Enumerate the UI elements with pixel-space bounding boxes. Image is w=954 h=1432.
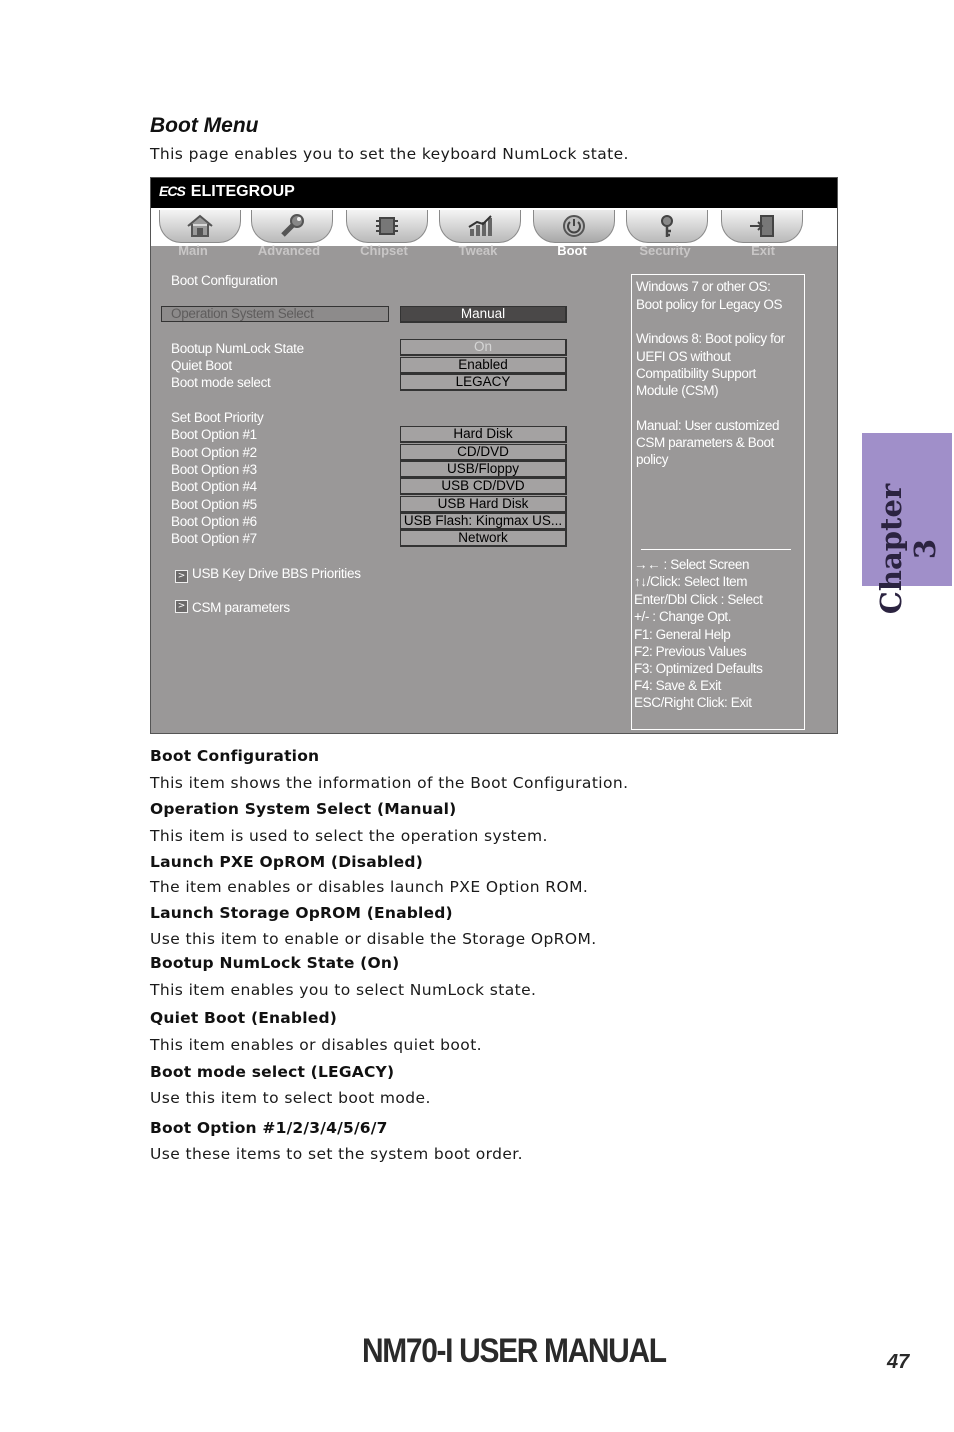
csm-parameters-link[interactable]: CSM parameters	[192, 600, 290, 615]
help-panel	[631, 274, 805, 730]
quiet-boot-label[interactable]: Quiet Boot	[171, 358, 232, 373]
desc-heading: Launch PXE OpROM (Disabled)	[150, 853, 423, 871]
help-line-2: Boot policy for Legacy OS	[636, 297, 783, 312]
brand-name: ELITEGROUP	[190, 183, 295, 200]
help-line-4: Windows 8: Boot policy for	[636, 331, 785, 346]
tab-advanced[interactable]: Advanced	[257, 243, 321, 258]
boot-option-2-value[interactable]: CD/DVD	[400, 444, 567, 461]
chapter-tab	[862, 433, 952, 615]
desc-text: This item is used to select the operation system.	[150, 827, 548, 845]
numlock-value[interactable]: On	[400, 339, 567, 356]
home-icon[interactable]	[159, 210, 241, 243]
wrench-icon[interactable]	[251, 210, 333, 243]
boot-priority-header: Set Boot Priority	[171, 410, 264, 425]
desc-heading: Launch Storage OpROM (Enabled)	[150, 904, 453, 922]
desc-text: This item shows the information of the Boot Configuration.	[150, 774, 629, 792]
os-select-value[interactable]: Manual	[400, 306, 567, 323]
boot-option-3-value[interactable]: USB/Floppy	[400, 461, 567, 478]
help-line-11: policy	[636, 452, 669, 467]
desc-heading: Boot mode select (LEGACY)	[150, 1063, 395, 1081]
boot-option-1-value[interactable]: Hard Disk	[400, 426, 567, 443]
bios-screen	[150, 177, 838, 734]
boot-option-3-label[interactable]: Boot Option #3	[171, 462, 257, 477]
desc-heading: Operation System Select (Manual)	[150, 800, 457, 818]
numlock-label[interactable]: Bootup NumLock State	[171, 341, 304, 356]
tab-chipset[interactable]: Chipset	[360, 243, 408, 258]
os-select-label[interactable]: Operation System Select	[171, 306, 314, 321]
boot-config-header: Boot Configuration	[171, 273, 278, 288]
key-hint-f4: F4: Save & Exit	[634, 678, 722, 693]
desc-text: Use this item to select boot mode.	[150, 1089, 431, 1107]
page-title: Boot Menu	[150, 114, 259, 137]
tab-main[interactable]: Main	[178, 243, 208, 258]
exit-door-icon[interactable]	[721, 210, 803, 243]
boot-mode-label[interactable]: Boot mode select	[171, 375, 271, 390]
bios-tab-bar	[151, 208, 837, 246]
desc-text: This item enables you to select NumLock state.	[150, 981, 537, 999]
manual-title: NM70-I USER MANUAL	[362, 1332, 666, 1370]
page-intro: This page enables you to set the keyboard NumLock state.	[150, 145, 629, 163]
chip-icon[interactable]	[346, 210, 428, 243]
chapter-label: Chapter 3	[874, 483, 942, 615]
help-line-6: Compatibility Support	[636, 366, 756, 381]
desc-heading: Boot Configuration	[150, 747, 320, 765]
help-line-9: Manual: User customized	[636, 418, 780, 433]
chart-icon[interactable]	[439, 210, 521, 243]
desc-heading: Quiet Boot (Enabled)	[150, 1009, 338, 1027]
help-line-10: CSM parameters & Boot	[636, 435, 774, 450]
power-icon[interactable]	[533, 210, 615, 243]
tab-boot[interactable]: Boot	[557, 243, 587, 258]
page-number: 47	[887, 1351, 910, 1373]
help-line-7: Module (CSM)	[636, 383, 719, 398]
tab-security[interactable]: Security	[639, 243, 691, 258]
boot-option-4-value[interactable]: USB CD/DVD	[400, 478, 567, 495]
boot-option-4-label[interactable]: Boot Option #4	[171, 479, 257, 494]
desc-text: Use these items to set the system boot order.	[150, 1145, 523, 1163]
key-hint-f3: F3: Optimized Defaults	[634, 661, 763, 676]
boot-option-1-label[interactable]: Boot Option #1	[171, 427, 257, 442]
boot-option-5-value[interactable]: USB Hard Disk	[400, 496, 567, 513]
key-hint-f1: F1: General Help	[634, 627, 731, 642]
bios-title-bar	[151, 178, 837, 208]
submenu-arrow-icon: >	[175, 570, 188, 583]
help-divider	[641, 549, 791, 550]
key-hint-select-screen: →← : Select Screen	[634, 557, 750, 572]
boot-option-5-label[interactable]: Boot Option #5	[171, 497, 257, 512]
tab-exit[interactable]: Exit	[751, 243, 775, 258]
boot-option-7-value[interactable]: Network	[400, 530, 567, 547]
boot-option-6-value[interactable]: USB Flash: Kingmax US...	[400, 513, 567, 530]
key-hint-f2: F2: Previous Values	[634, 644, 747, 659]
key-hint-enter: Enter/Dbl Click : Select	[634, 592, 763, 607]
boot-option-7-label[interactable]: Boot Option #7	[171, 531, 257, 546]
key-hint-select-item: ↑↓/Click: Select Item	[634, 574, 748, 589]
ecs-logo: ECS ELITEGROUP	[159, 183, 295, 200]
boot-mode-value[interactable]: LEGACY	[400, 374, 567, 391]
quiet-boot-value[interactable]: Enabled	[400, 357, 567, 374]
key-hint-change: +/- : Change Opt.	[634, 609, 732, 624]
help-line-1: Windows 7 or other OS:	[636, 279, 771, 294]
help-line-5: UEFI OS without	[636, 349, 731, 364]
desc-text: Use this item to enable or disable the Storage OpROM.	[150, 930, 597, 948]
key-icon[interactable]	[626, 210, 708, 243]
desc-heading: Bootup NumLock State (On)	[150, 954, 400, 972]
boot-option-6-label[interactable]: Boot Option #6	[171, 514, 257, 529]
tab-tweak[interactable]: Tweak	[458, 243, 498, 258]
submenu-arrow-icon: >	[175, 600, 188, 613]
key-hint-esc: ESC/Right Click: Exit	[634, 695, 752, 710]
desc-text: The item enables or disables launch PXE Option ROM.	[150, 878, 589, 896]
desc-text: This item enables or disables quiet boot.	[150, 1036, 482, 1054]
desc-heading: Boot Option #1/2/3/4/5/6/7	[150, 1119, 388, 1137]
boot-option-2-label[interactable]: Boot Option #2	[171, 445, 257, 460]
usb-bbs-priorities-link[interactable]: USB Key Drive BBS Priorities	[192, 566, 361, 581]
